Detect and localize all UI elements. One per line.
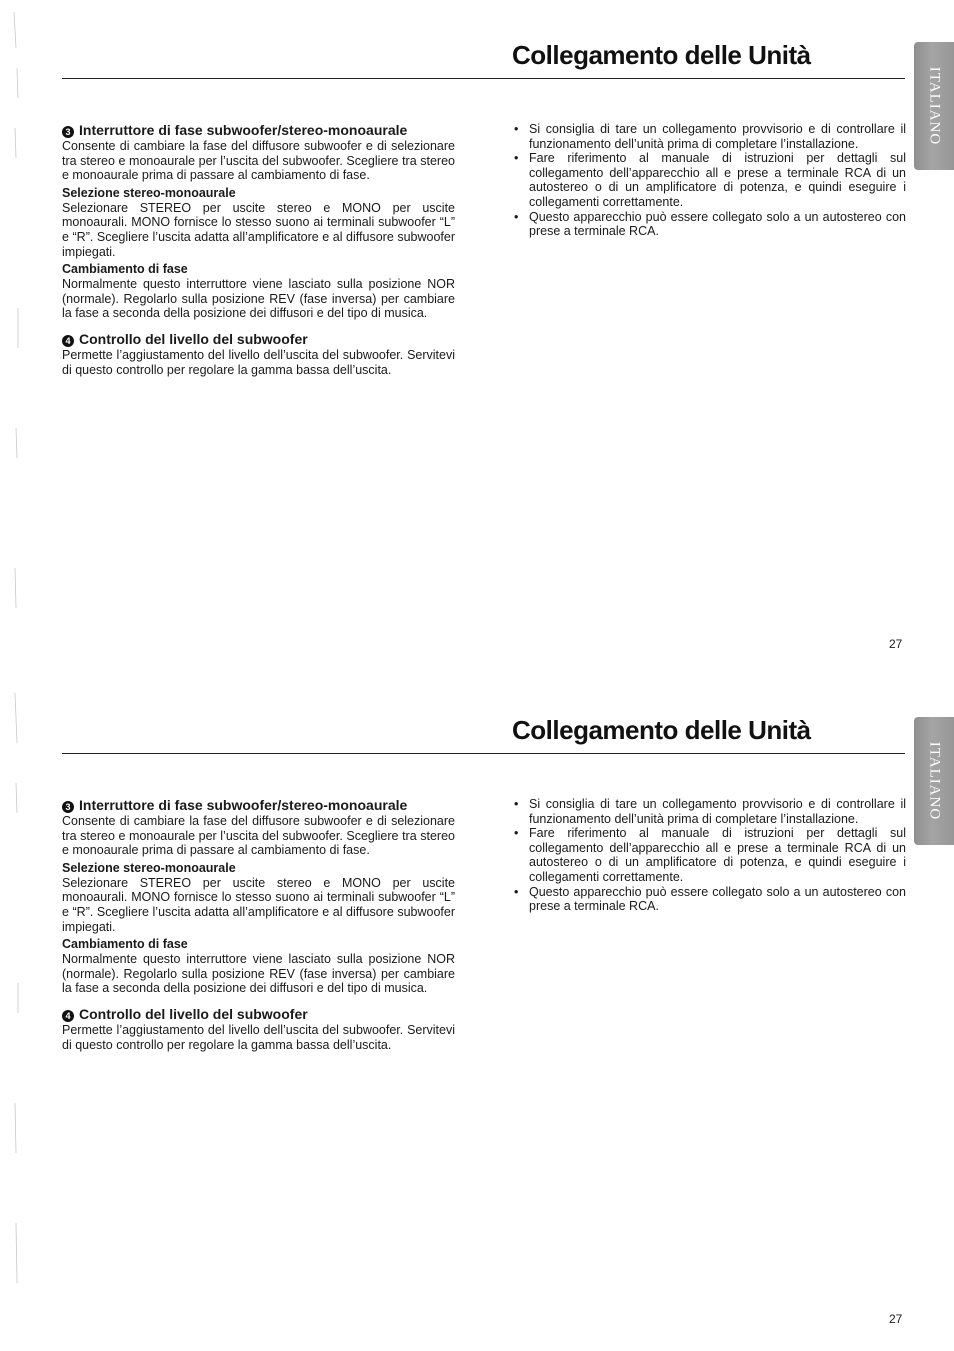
bullet-icon: •: [514, 797, 519, 811]
section-heading: [62, 1006, 455, 1023]
bullet-icon: •: [514, 826, 519, 841]
section-heading: [62, 331, 455, 348]
subsection-text: Selezionare STEREO per uscite stereo e MONO per uscite monoaurali. MONO fornisce lo stesso suono ai terminali subwoofer “L” e “R”. Scegliere l’uscita adatta all’amplificatore e al diffusore subwoofer impiegati.: [62, 875, 455, 934]
number-badge: 3: [62, 126, 74, 138]
manual-page: [0, 675, 954, 1350]
subsection-heading: Cambiamento di fase: [62, 262, 188, 277]
list-item: [514, 122, 906, 151]
right-column: [514, 797, 906, 914]
section-heading-text: Interruttore di fase subwoofer/stereo-monoaurale: [79, 122, 408, 138]
manual-page: [0, 0, 954, 675]
number-badge: 3: [62, 801, 74, 813]
scan-edge-marks: [10, 8, 22, 648]
list-item-text: Si consiglia di tare un collegamento provvisorio e di controllare il funzionamento dell’unità prima di completare l’installazione.: [529, 122, 906, 151]
section-heading: [62, 122, 455, 139]
list-item-text: Si consiglia di tare un collegamento provvisorio e di controllare il funzionamento dell’unità prima di completare l’installazione.: [529, 797, 906, 826]
section-heading: [62, 797, 455, 814]
bullet-icon: •: [514, 122, 519, 136]
bullet-icon: •: [514, 151, 519, 166]
spacer: [62, 996, 455, 1006]
subsection-heading: Selezione stereo-monoaurale: [62, 860, 236, 875]
list-item: [514, 826, 906, 884]
page-number: 27: [889, 1312, 903, 1326]
list-item-text: Fare riferimento al manuale di istruzioni per dettagli sul collegamento dell’apparecchio all e prese a terminale RCA di un autostereo o di un amplificatore di potenza, e quindi eseguire i collegamenti correttamente.: [529, 826, 906, 884]
section-text: Permette l’aggiustamento del livello dell’uscita del subwoofer. Servitevi di questo controllo per regolare la gamma bassa dell’uscita.: [62, 1022, 455, 1052]
page-title: Collegamento delle Unità: [512, 40, 811, 70]
bullet-icon: •: [514, 209, 519, 224]
page-number: 27: [889, 637, 903, 651]
section-heading-text: Controllo del livello del subwoofer: [79, 1005, 308, 1022]
bullet-list: [514, 797, 906, 914]
subsection-text: Normalmente questo interruttore viene lasciato sulla posizione NOR (normale). Regolarlo sulla posizione REV (fase inversa) per cambiare la fase a seconda della posizione dei diffusori e del tipo di musica.: [62, 952, 455, 996]
language-tab-label: ITALIANO: [926, 66, 943, 146]
subsection-text: Normalmente questo interruttore viene lasciato sulla posizione NOR (normale). Regolarlo sulla posizione REV (fase inversa) per cambiare la fase a seconda della posizione dei diffusori e del tipo di musica.: [62, 277, 455, 321]
page-title: Collegamento delle Unità: [512, 715, 811, 745]
left-column: [62, 797, 455, 1052]
language-tab-label: ITALIANO: [926, 741, 943, 821]
subsection-heading: Selezione stereo-monoaurale: [62, 185, 236, 200]
scan-edge-marks: [10, 683, 22, 1323]
section-text: Consente di cambiare la fase del diffusore subwoofer e di selezionare tra stereo e monoaurale per l’uscita del subwoofer. Scegliere tra stereo e monoaurale prima di passare al cambiamento di fase.: [62, 814, 455, 858]
bullet-list: [514, 122, 906, 239]
section-text: Consente di cambiare la fase del diffusore subwoofer e di selezionare tra stereo e monoaurale per l’uscita del subwoofer. Scegliere tra stereo e monoaurale prima di passare al cambiamento di fase.: [62, 139, 455, 183]
list-item: [514, 797, 906, 826]
right-column: [514, 122, 906, 239]
section-text: Permette l’aggiustamento del livello dell’uscita del subwoofer. Servitevi di questo controllo per regolare la gamma bassa dell’uscita.: [62, 347, 455, 377]
left-column: [62, 122, 455, 377]
list-item-text: Fare riferimento al manuale di istruzioni per dettagli sul collegamento dell’apparecchio all e prese a terminale RCA di un autostereo o di un amplificatore di potenza, e quindi eseguire i collegamenti correttamente.: [529, 151, 906, 209]
title-rule: [62, 753, 905, 754]
list-item: [514, 151, 906, 209]
list-item: [514, 885, 906, 914]
bullet-icon: •: [514, 884, 519, 899]
section-heading-text: Interruttore di fase subwoofer/stereo-monoaurale: [79, 797, 408, 813]
subsection-heading: Cambiamento di fase: [62, 937, 188, 952]
section-heading-text: Controllo del livello del subwoofer: [79, 330, 308, 347]
list-item: [514, 210, 906, 239]
list-item-text: Questo apparecchio può essere collegato solo a un autostereo con prese a terminale RCA.: [529, 884, 906, 914]
subsection-text: Selezionare STEREO per uscite stereo e MONO per uscite monoaurali. MONO fornisce lo stesso suono ai terminali subwoofer “L” e “R”. Scegliere l’uscita adatta all’amplificatore e al diffusore subwoofer impiegati.: [62, 200, 455, 259]
list-item-text: Questo apparecchio può essere collegato solo a un autostereo con prese a terminale RCA.: [529, 209, 906, 239]
language-tab: [914, 42, 954, 170]
number-badge: 4: [62, 335, 74, 347]
spacer: [62, 321, 455, 331]
number-badge: 4: [62, 1010, 74, 1022]
title-rule: [62, 78, 905, 79]
language-tab: [914, 717, 954, 845]
